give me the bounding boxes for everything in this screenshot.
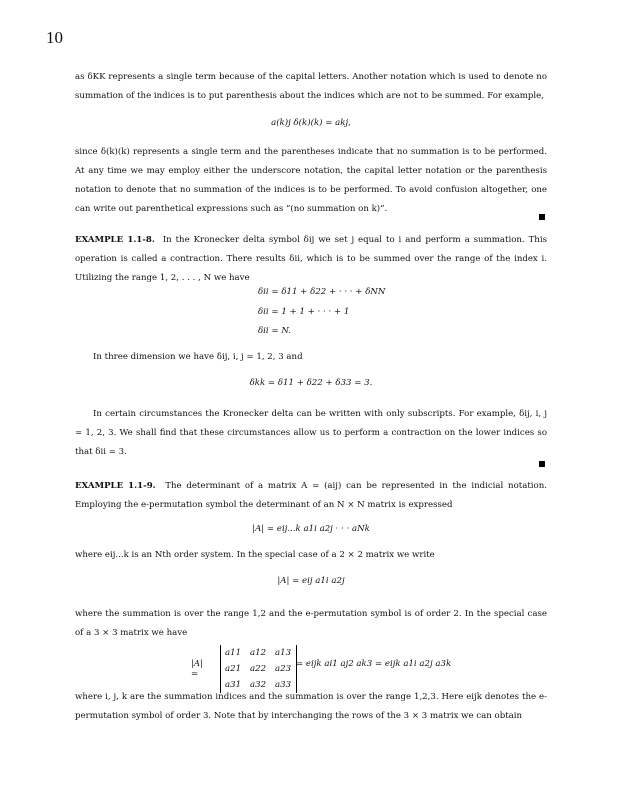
example-label: EXAMPLE 1.1-9. — [75, 481, 156, 491]
example-label: EXAMPLE 1.1-8. — [75, 235, 155, 245]
matrix-row — [225, 661, 292, 677]
determinant-lhs: |A| = — [191, 659, 203, 679]
paragraph-notation: as δKK represents a single term because of the capital letters. Another notation which is used to denote no summation of the indices is to put parenthesis about the indices which are not to be summed. For example, — [75, 72, 547, 101]
matrix-cell: a11 — [225, 648, 242, 658]
equation-sum-line-1: δii = δ11 + δ22 + · · · + δNN — [258, 287, 386, 297]
paragraph-summation-indices: where i, j, k are the summation indices and the summation is over the range 1,2,3. Here eijk denotes the e-permutation symbol of order 3. Note that by interchanging the rows of the 3 × 3 matrix we can obtain — [75, 692, 547, 721]
matrix-cell: a22 — [250, 664, 267, 674]
matrix-cell: a13 — [275, 648, 292, 658]
page-number: 10 — [46, 28, 63, 47]
end-of-example-marker — [539, 214, 545, 220]
example-text: In the Kronecker delta symbol δij we set j equal to i and perform a summation. This operation is called a contraction. There results δii, which is to be summed over the range of the index i. Utilizing the range 1, 2, . . . , N we have — [75, 235, 547, 283]
matrix-grid — [220, 645, 297, 693]
matrix-cell: a33 — [275, 680, 292, 690]
matrix-cell: a31 — [225, 680, 242, 690]
equation-sum-line-2: δii = 1 + 1 + · · · + 1 — [258, 307, 350, 317]
matrix-cell: a12 — [250, 648, 267, 658]
paragraph-nth-order: where eij...k is an Nth order system. In the special case of a 2 × 2 matrix we write — [75, 550, 435, 560]
example-1-1-8 — [75, 231, 547, 288]
paragraph-no-summation: since δ(k)(k) represents a single term and the parentheses indicate that no summation is to be performed. At any time we may employ either the underscore notation, the capital letter notation or the parenthesis notation to denote that no summation of the indices is to be performed. To avoid confusion altogether, one can write out parenthetical expressions such as “(no summation on k)”. — [75, 147, 547, 214]
determinant-rhs: = eijk ai1 aj2 ak3 = eijk a1i a2j a3k — [296, 659, 452, 669]
matrix-cell: a21 — [225, 664, 242, 674]
paragraph-three-dimension: In three dimension we have δij, i, j = 1, 2, 3 and — [93, 352, 303, 362]
equation-sum-line-3: δii = N. — [258, 326, 292, 336]
end-of-example-marker — [539, 461, 545, 467]
paragraph-subscripts: In certain circumstances the Kronecker delta can be written with only subscripts. For example, δij, i, j = 1, 2, 3. We shall find that these circumstances allow us to perform a contraction on the lower indices so that δii = 3. — [75, 409, 547, 457]
example-1-1-9 — [75, 477, 547, 515]
matrix-cell: a23 — [275, 664, 292, 674]
equation-determinant-2: |A| = eij a1i a2j — [277, 576, 345, 586]
example-text: The determinant of a matrix A = (aij) can be represented in the indicial notation. Employing the e-permutation symbol the determinant of an N × N matrix is expressed — [75, 481, 547, 510]
paragraph-order-2: where the summation is over the range 1,2 and the e-permutation symbol is of order 2. In the special case of a 3 × 3 matrix we have — [75, 609, 547, 638]
equation-parenthesis-example: a(k)j δ(k)(k) = akj, — [271, 118, 351, 128]
equation-three-dimension: δkk = δ11 + δ22 + δ33 = 3. — [249, 378, 373, 388]
matrix-row — [225, 645, 292, 661]
matrix-cell: a32 — [250, 680, 267, 690]
equation-determinant-n: |A| = eij...k a1i a2j · · · aNk — [252, 524, 370, 534]
